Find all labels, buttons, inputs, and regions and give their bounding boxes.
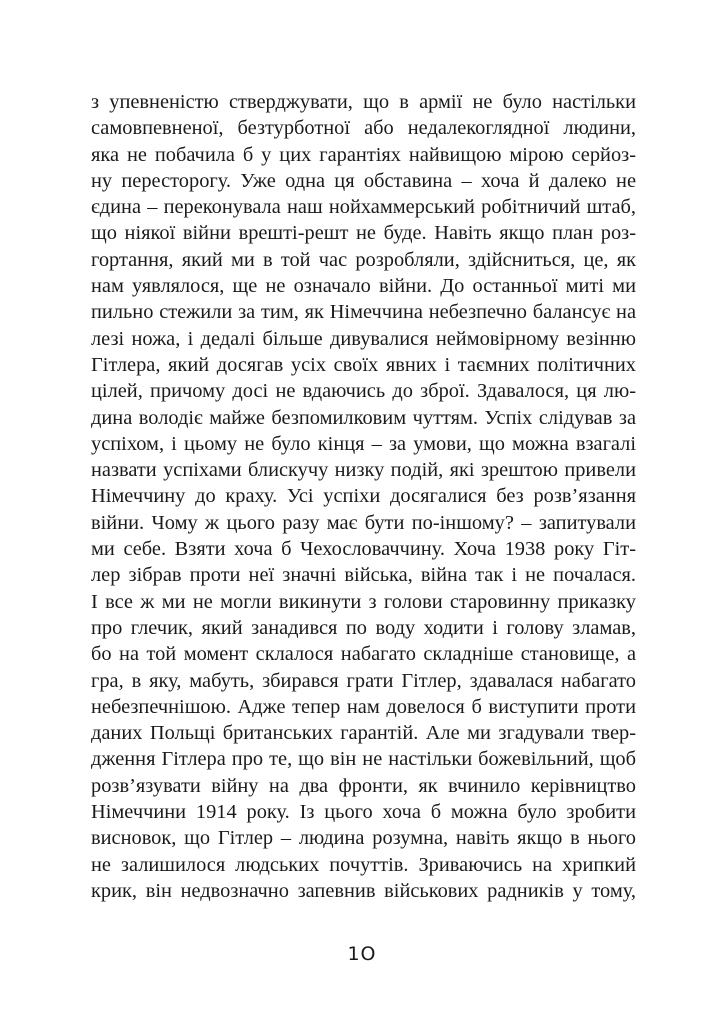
text-line: нам уявлялося, ще не означало війни. До останньої миті ми	[91, 275, 636, 298]
text-line: даних Польщі британських гарантій. Але ми згадували твер-	[91, 722, 636, 745]
text-line: яка не побачила б у цих гарантіях найвищою мірою серйоз-	[91, 143, 636, 166]
text-line: пильно стежили за тим, як Німеччина небезпечно балансує на	[91, 301, 636, 324]
text-line: самовпевненої, безтурботної або недалекоглядної людини,	[91, 117, 636, 140]
text-line: цілей, причому досі не вдаючись до зброї. Здавалося, ця лю-	[91, 380, 636, 403]
text-line: розв’язувати війну на два фронти, як вчинило керівництво	[91, 774, 636, 797]
text-line: висновок, що Гітлер – людина розумна, навіть якщо в нього	[91, 827, 636, 850]
text-line: дження Гітлера про те, що він не настільки божевільний, щоб	[91, 748, 636, 771]
text-line: небезпечнішою. Адже тепер нам довелося б виступити проти	[91, 695, 636, 718]
text-line: гортання, який ми в той час розробляли, здійсниться, це, як	[91, 248, 636, 271]
text-line: Гітлера, який досягав усіх своїх явних і таємних політичних	[91, 353, 636, 376]
text-line: гра, в яку, мабуть, збирався грати Гітлер, здавалася набагато	[91, 669, 636, 692]
text-line: назвати успіхами блискучу низку подій, які зрештою привели	[91, 459, 636, 482]
text-line: ми себе. Взяти хоча б Чехословаччину. Хоча 1938 року Гіт-	[91, 538, 636, 561]
text-line: лезі ножа, і дедалі більше дивувалися неймовірному везінню	[91, 327, 636, 350]
text-line: про глечик, який занадився по воду ходити і голову зламав,	[91, 616, 636, 639]
page-number: 1О	[347, 943, 377, 965]
body-text	[91, 89, 636, 904]
text-line: крик, він недвозначно запевнив військових радників у тому,	[91, 879, 636, 902]
text-line: єдина – переконувала наш нойхаммерський робітничий штаб,	[91, 196, 636, 219]
text-line: що ніякої війни врешті-решт не буде. Навіть якщо план роз-	[91, 222, 636, 245]
text-line: Німеччини 1914 року. Із цього хоча б можна було зробити	[91, 801, 636, 824]
text-line: з упевненістю стверджувати, що в армії не було настільки	[91, 91, 636, 113]
text-line: успіхом, і цьому не було кінця – за умови, що можна взагалі	[91, 432, 636, 455]
text-line: лер зібрав проти неї значні війська, війна так і не почалася.	[91, 564, 636, 587]
text-line: ну пересторогу. Уже одна ця обставина – хоча й далеко не	[91, 169, 636, 192]
text-line: війни. Чому ж цього разу має бути по-іншому? – запитували	[91, 511, 636, 534]
text-line: дина володіє майже безпомилковим чуттям. Успіх слідував за	[91, 406, 636, 429]
text-line: не залишилося людських почуттів. Зриваючись на хрипкий	[91, 853, 636, 876]
text-line: бо на той момент склалося набагато складніше становище, а	[91, 643, 636, 666]
text-line: І все ж ми не могли викинути з голови старовинну приказку	[91, 590, 636, 613]
text-line: Німеччину до краху. Усі успіхи досягалися без розв’язання	[91, 485, 636, 508]
